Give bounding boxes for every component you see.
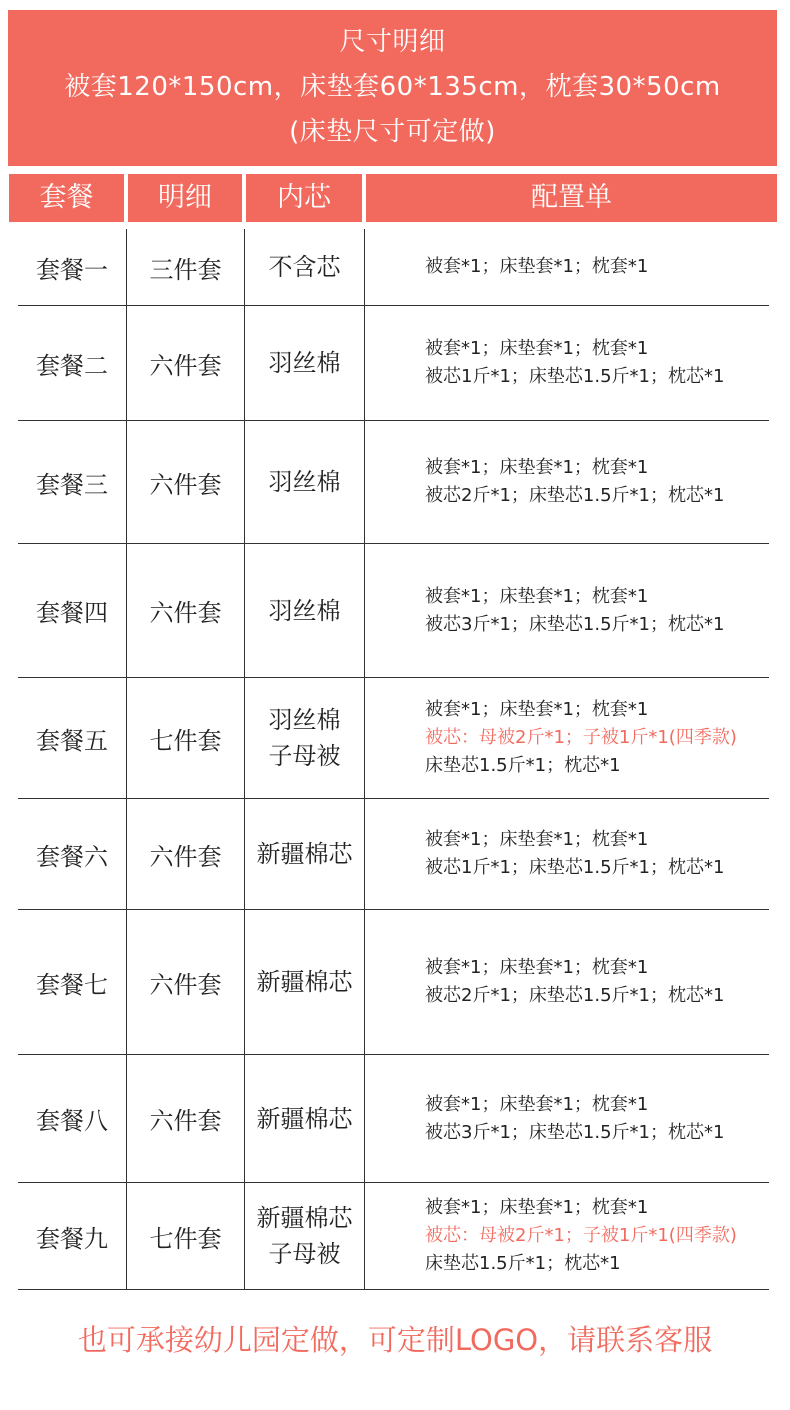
package-config: [364, 910, 769, 1054]
package-name: 套餐七: [36, 970, 108, 999]
core-line: 新疆棉芯: [256, 968, 353, 996]
core-line: 子母被: [268, 742, 341, 770]
config-line: 被芯1斤*1；床垫芯1.5斤*1；枕芯*1: [425, 857, 725, 878]
header-package: 套餐: [9, 174, 124, 222]
config-line: 被套*1；床垫套*1；枕套*1: [425, 699, 649, 720]
package-name: 套餐五: [36, 726, 108, 755]
package-table: [18, 229, 769, 1290]
config-line: 被套*1；床垫套*1；枕套*1: [425, 457, 649, 478]
config-line: 被套*1；床垫套*1；枕套*1: [425, 957, 649, 978]
package-name: 套餐三: [36, 470, 108, 499]
config-line: 被套*1；床垫套*1；枕套*1: [425, 585, 649, 607]
package-detail: 七件套: [126, 678, 244, 798]
header-config: 配置单: [366, 174, 777, 222]
config-line: 被套*1；床垫套*1；枕套*1: [425, 256, 649, 277]
core-line: 羽丝棉: [268, 349, 341, 377]
table-row: [18, 910, 769, 1055]
package-detail: 六件套: [126, 910, 244, 1054]
package-name: 套餐一: [36, 255, 108, 284]
package-core: [244, 544, 364, 677]
package-detail: 六件套: [126, 421, 244, 543]
core-line: 子母被: [268, 1240, 341, 1268]
package-core: [244, 421, 364, 543]
core-line: 新疆棉芯: [256, 840, 353, 868]
package-detail: 六件套: [126, 306, 244, 420]
package-core: [244, 910, 364, 1054]
package-config: [364, 678, 769, 798]
config-line: 床垫芯1.5斤*1；枕芯*1: [425, 755, 621, 776]
package-core: [244, 678, 364, 798]
config-line: 被套*1；床垫套*1；枕套*1: [425, 829, 649, 850]
package-config: [364, 306, 769, 420]
core-line: 不含芯: [268, 253, 341, 281]
package-detail: 三件套: [126, 229, 244, 305]
banner-title: 尺寸明细: [339, 27, 446, 57]
package-name: 套餐四: [36, 599, 108, 627]
config-line: 被芯2斤*1；床垫芯1.5斤*1；枕芯*1: [425, 485, 725, 506]
size-details-banner: [8, 10, 777, 166]
config-line: 被芯1斤*1；床垫芯1.5斤*1；枕芯*1: [425, 366, 725, 387]
table-row: [18, 306, 769, 421]
package-detail: 六件套: [126, 1055, 244, 1182]
package-config: [364, 421, 769, 543]
header-core: 内芯: [246, 174, 362, 222]
config-line: 被芯：母被2斤*1；子被1斤*1(四季款): [425, 727, 737, 748]
package-core: [244, 1055, 364, 1182]
package-name: 套餐八: [36, 1107, 108, 1135]
config-line: 被芯2斤*1；床垫芯1.5斤*1；枕芯*1: [425, 985, 725, 1006]
package-name: 套餐九: [36, 1224, 108, 1253]
package-detail: 六件套: [126, 544, 244, 677]
config-line: 床垫芯1.5斤*1；枕芯*1: [425, 1253, 621, 1274]
package-core: [244, 229, 364, 305]
table-row: [18, 229, 769, 306]
table-row: [18, 1183, 769, 1290]
banner-sizes: 被套120*150cm，床垫套60*135cm，枕套30*50cm: [64, 72, 721, 102]
package-detail: 六件套: [126, 799, 244, 909]
package-config: [364, 1183, 769, 1289]
config-line: 被芯3斤*1；床垫芯1.5斤*1；枕芯*1: [425, 613, 725, 635]
package-name: 套餐二: [36, 351, 108, 380]
core-line: 羽丝棉: [268, 468, 341, 496]
table-row: [18, 799, 769, 910]
package-config: [364, 799, 769, 909]
config-line: 被芯3斤*1；床垫芯1.5斤*1；枕芯*1: [425, 1121, 725, 1143]
table-row: [18, 421, 769, 544]
table-row: [18, 1055, 769, 1183]
package-config: [364, 229, 769, 305]
package-core: [244, 306, 364, 420]
footer-notice: 也可承接幼儿园定做，可定制LOGO，请联系客服: [77, 1323, 713, 1357]
banner-note: (床垫尺寸可定做): [289, 117, 496, 147]
package-config: [364, 1055, 769, 1182]
core-line: 新疆棉芯: [256, 1204, 353, 1232]
package-config: [364, 544, 769, 677]
table-row: [18, 678, 769, 799]
core-line: 羽丝棉: [268, 706, 341, 734]
config-line: 被套*1；床垫套*1；枕套*1: [425, 1093, 649, 1115]
package-name: 套餐六: [36, 842, 108, 871]
package-core: [244, 799, 364, 909]
core-line: 新疆棉芯: [256, 1104, 353, 1133]
config-line: 被芯：母被2斤*1；子被1斤*1(四季款): [425, 1225, 737, 1246]
config-line: 被套*1；床垫套*1；枕套*1: [425, 1197, 649, 1218]
package-detail: 七件套: [126, 1183, 244, 1289]
core-line: 羽丝棉: [268, 596, 341, 625]
header-detail: 明细: [128, 174, 242, 222]
config-line: 被套*1；床垫套*1；枕套*1: [425, 338, 649, 359]
table-row: [18, 544, 769, 678]
package-core: [244, 1183, 364, 1289]
